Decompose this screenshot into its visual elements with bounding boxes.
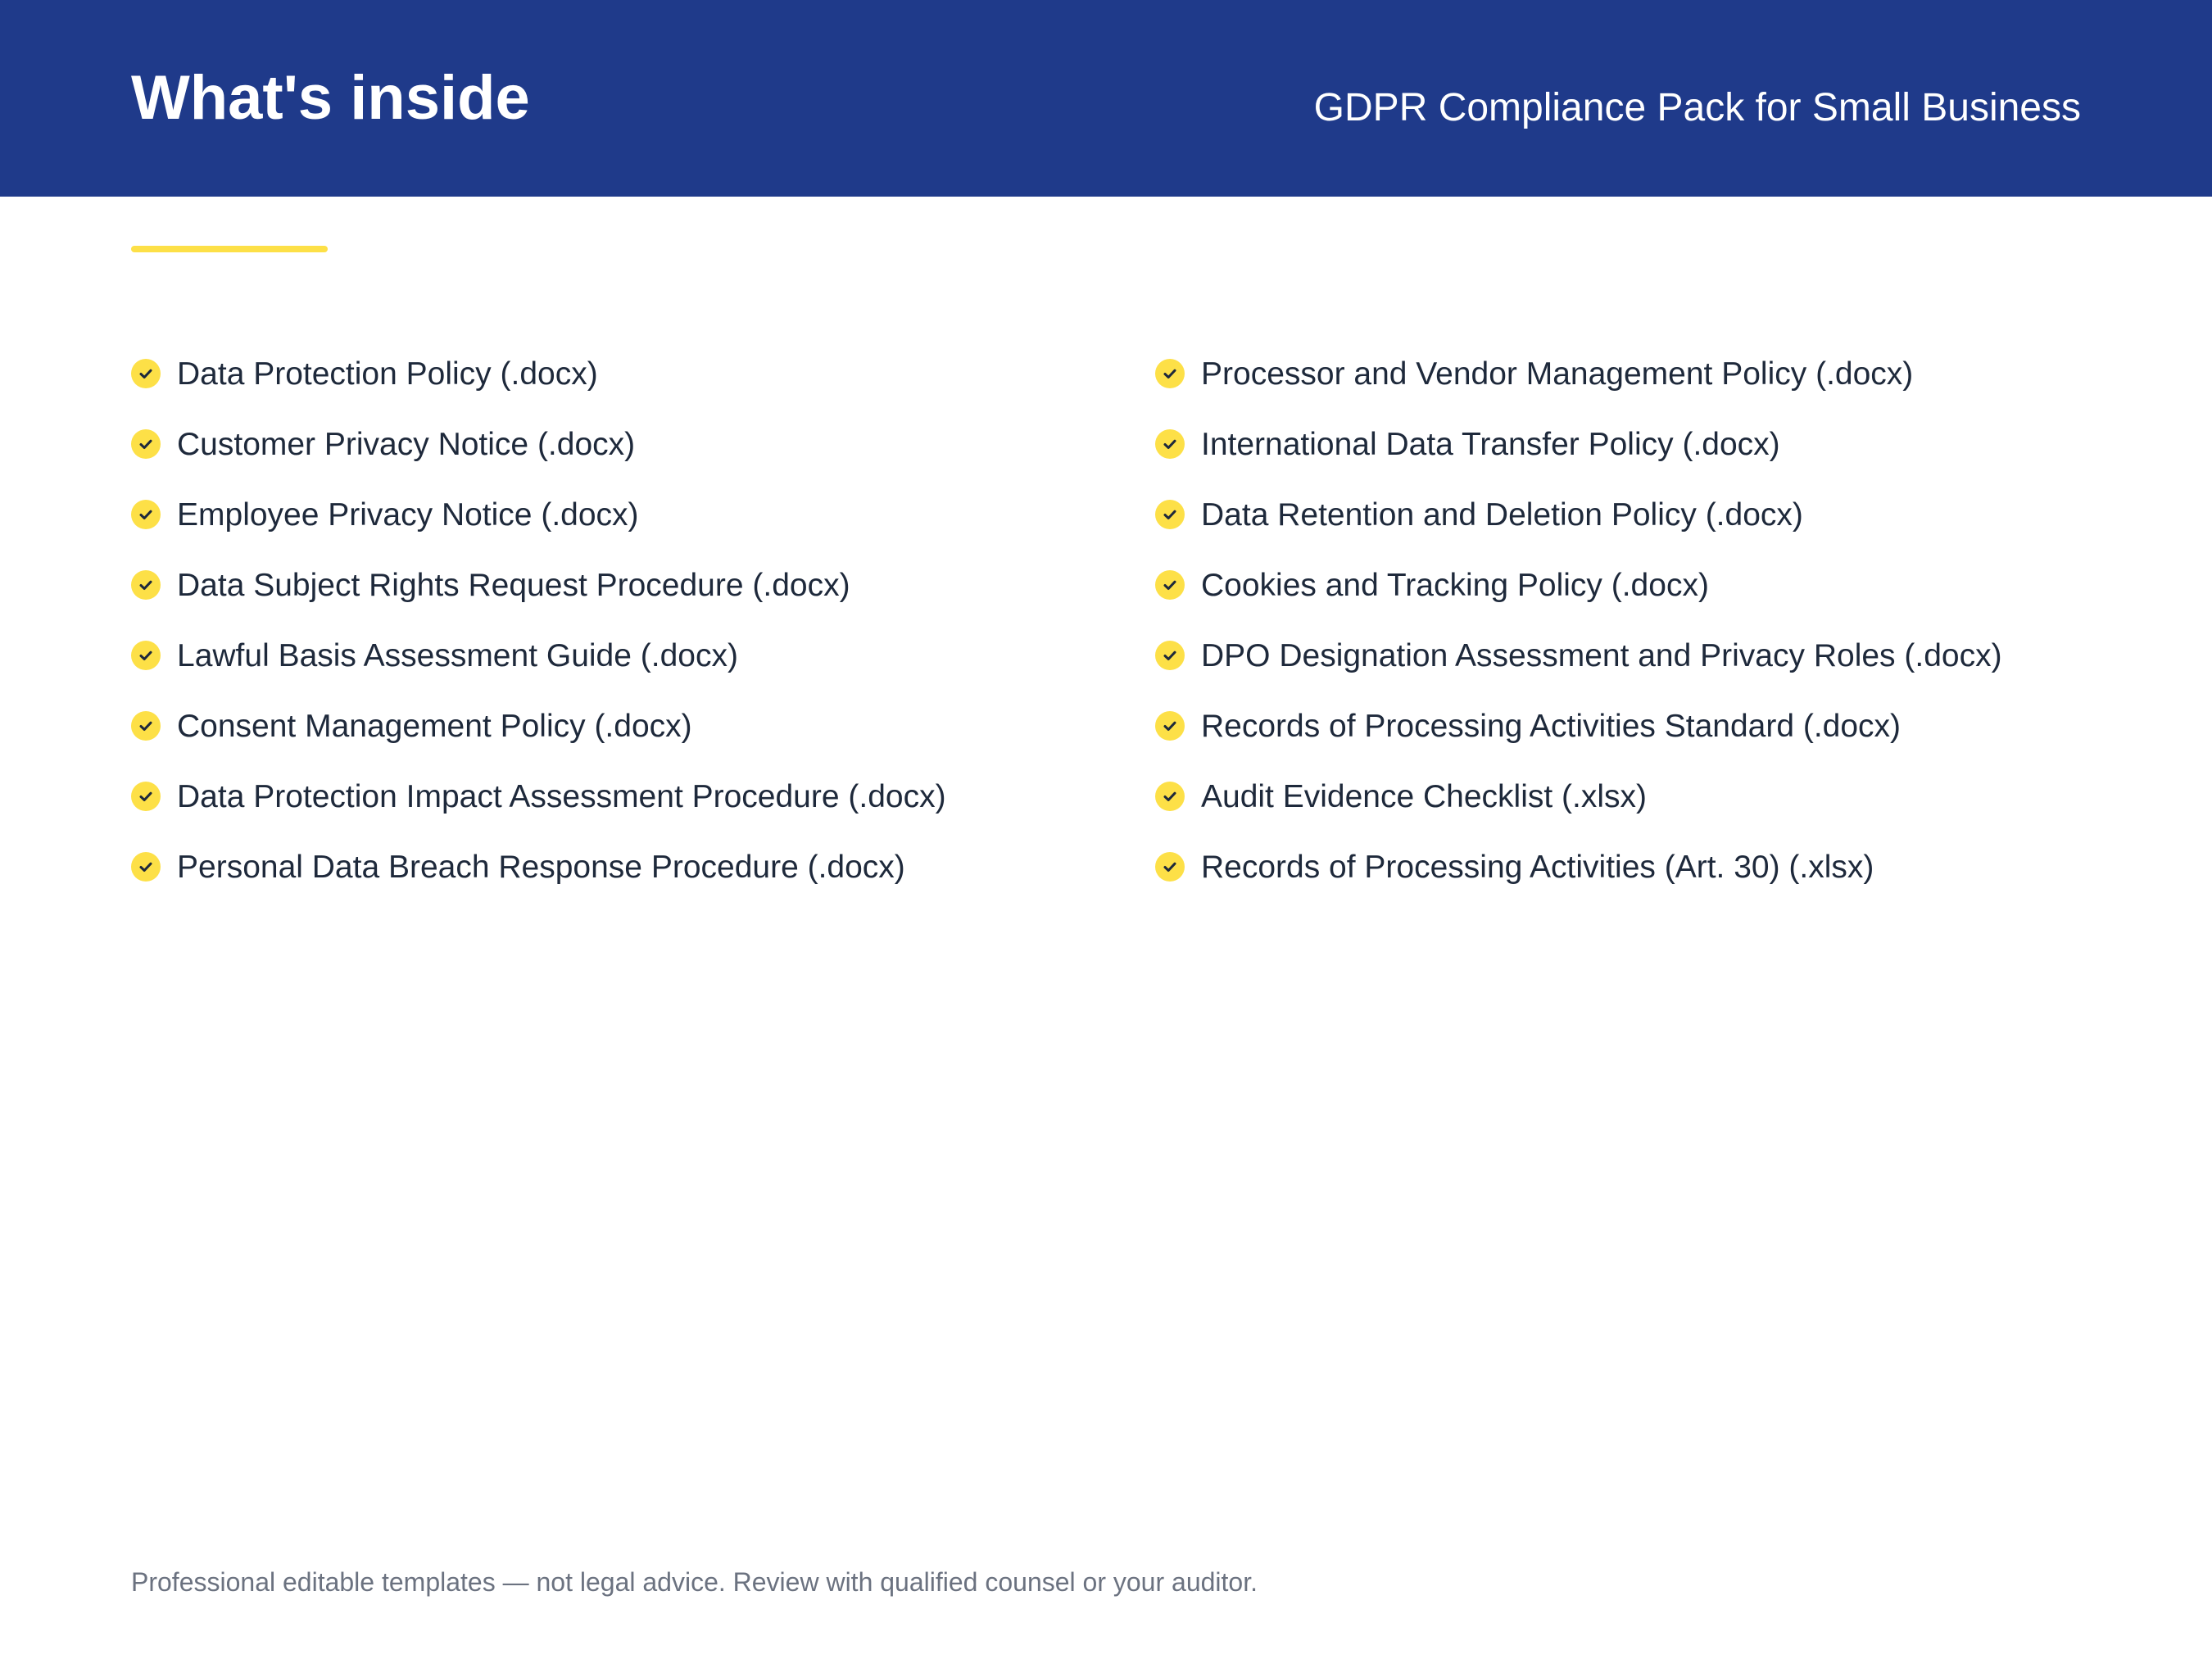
list-item-label: Customer Privacy Notice (.docx) — [177, 426, 636, 462]
list-item — [1155, 338, 2105, 409]
list-item — [131, 620, 1098, 691]
list-item-label: Records of Processing Activities Standard (.docx) — [1201, 708, 1902, 744]
list-item — [1155, 832, 2105, 902]
list-item-label: Audit Evidence Checklist (.xlsx) — [1201, 778, 1648, 814]
check-circle-icon — [1155, 500, 1185, 529]
list-item-label: International Data Transfer Policy (.docx) — [1201, 426, 1780, 462]
list-item — [131, 479, 1098, 550]
list-item — [1155, 550, 2105, 620]
check-circle-icon — [131, 782, 161, 811]
header-banner — [0, 0, 2212, 197]
pack-title: GDPR Compliance Pack for Small Business — [1313, 86, 2081, 129]
check-circle-icon — [131, 641, 161, 670]
check-circle-icon — [1155, 782, 1185, 811]
list-item-label: DPO Designation Assessment and Privacy Roles (.docx) — [1201, 637, 2002, 673]
page-title: What's inside — [131, 63, 530, 133]
list-item — [1155, 691, 2105, 761]
list-item — [131, 832, 1098, 902]
accent-divider — [131, 246, 328, 252]
list-item — [131, 761, 1098, 832]
contents-list-right — [1155, 338, 2105, 902]
check-circle-icon — [1155, 359, 1185, 388]
check-circle-icon — [131, 852, 161, 882]
list-item — [131, 409, 1098, 479]
list-item-label: Data Subject Rights Request Procedure (.docx) — [177, 567, 850, 603]
contents-list-left — [131, 338, 1098, 902]
list-item-label: Data Protection Policy (.docx) — [177, 356, 598, 392]
list-item — [1155, 479, 2105, 550]
check-circle-icon — [1155, 711, 1185, 741]
list-item — [131, 338, 1098, 409]
check-circle-icon — [131, 711, 161, 741]
list-item — [131, 691, 1098, 761]
list-item-label: Records of Processing Activities (Art. 30) (.xlsx) — [1201, 849, 1874, 885]
list-item-label: Cookies and Tracking Policy (.docx) — [1201, 567, 1709, 603]
check-circle-icon — [1155, 641, 1185, 670]
check-circle-icon — [1155, 570, 1185, 600]
list-item-label: Consent Management Policy (.docx) — [177, 708, 692, 744]
list-item-label: Data Retention and Deletion Policy (.docx) — [1201, 496, 1803, 533]
check-circle-icon — [131, 500, 161, 529]
list-item-label: Data Protection Impact Assessment Procedure (.docx) — [177, 778, 946, 814]
list-item — [131, 550, 1098, 620]
list-item-label: Lawful Basis Assessment Guide (.docx) — [177, 637, 738, 673]
list-item — [1155, 761, 2105, 832]
list-item-label: Processor and Vendor Management Policy (.docx) — [1201, 356, 1914, 392]
list-item — [1155, 409, 2105, 479]
list-item — [1155, 620, 2105, 691]
check-circle-icon — [131, 570, 161, 600]
check-circle-icon — [1155, 852, 1185, 882]
check-circle-icon — [1155, 429, 1185, 459]
list-item-label: Employee Privacy Notice (.docx) — [177, 496, 639, 533]
check-circle-icon — [131, 429, 161, 459]
disclaimer-note: Professional editable templates — not legal advice. Review with qualified counsel or your auditor. — [131, 1567, 1258, 1597]
check-circle-icon — [131, 359, 161, 388]
list-item-label: Personal Data Breach Response Procedure (.docx) — [177, 849, 905, 885]
